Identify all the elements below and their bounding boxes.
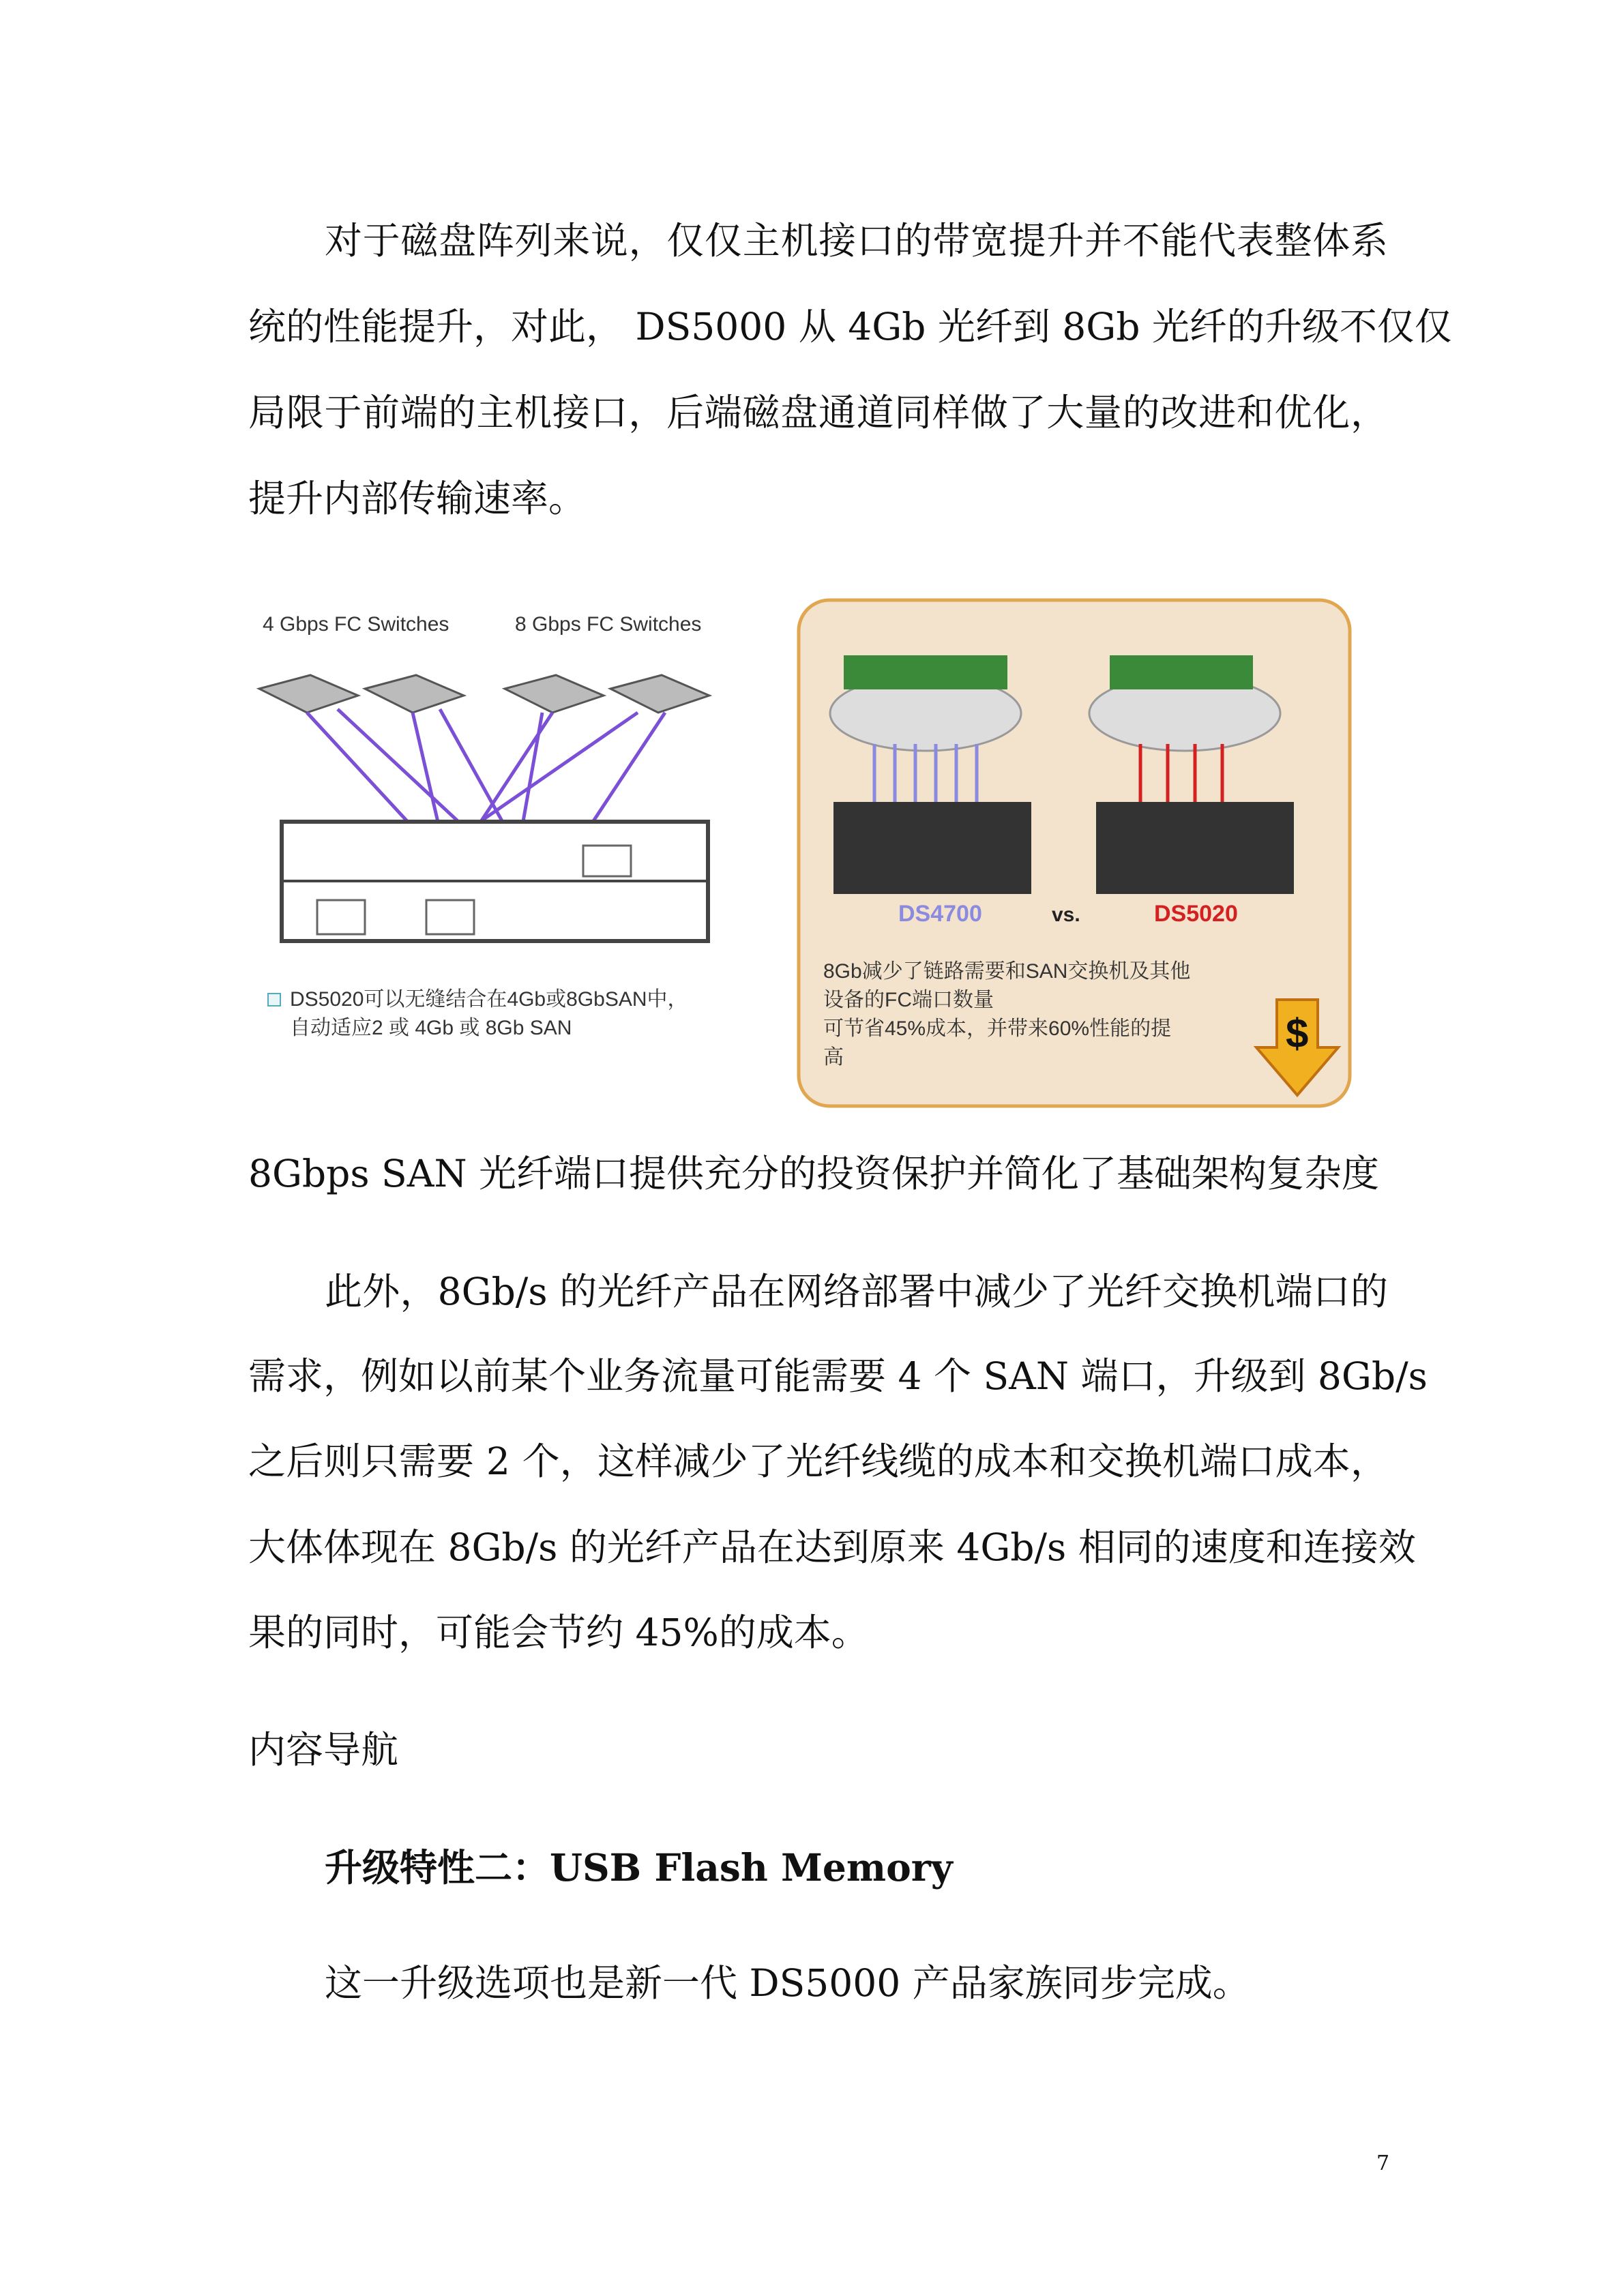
san-topology-diagram [256,600,764,1071]
figure-caption: 8Gbps SAN 光纤端口提供充分的投资保护并简化了基础架构复杂度 [248,1152,1380,1195]
switch-8g-1 [505,675,604,713]
ds5020-storage [1096,802,1294,894]
svg-text:$: $ [1286,1011,1309,1056]
paragraph-3: 这一升级选项也是新一代 DS5000 产品家族同步完成。 [325,1961,1250,2005]
model-ds4700: DS4700 [898,901,982,927]
figure-note: 自动适应2 或 4Gb 或 8Gb SAN [290,1017,572,1039]
label-8g-switches: 8 Gbps FC Switches [515,613,702,636]
label-4g-switches: 4 Gbps FC Switches [263,613,449,636]
model-ds5020: DS5020 [1154,901,1238,927]
paragraph-1-line: 提升内部传输速率。 [248,477,587,520]
paragraph-1-line: 统的性能提升，对此， DS5000 从 4Gb 光纤到 8Gb 光纤的升级不仅仅 [248,305,1452,348]
comparison-text: 8Gb减少了链路需要和SAN交换机及其他 [823,960,1191,983]
page-number: 7 [1376,2151,1390,2175]
comparison-text: 高 [823,1046,844,1069]
comparison-text: 可节省45%成本，并带来60%性能的提 [823,1017,1172,1040]
paragraph-2-line: 之后则只需要 2 个，这样减少了光纤线缆的成本和交换机端口成本， [248,1440,1388,1483]
ds4700-vs-ds5020-figure [796,597,1353,1109]
vs-label: vs. [1052,904,1080,926]
san-topology-figure [256,600,764,1071]
paragraph-2-line: 需求，例如以前某个业务流量可能需要 4 个 SAN 端口，升级到 8Gb/s [248,1354,1428,1398]
paragraph-2-line: 大体体现在 8Gb/s 的光纤产品在达到原来 4Gb/s 相同的速度和连接效 [248,1525,1416,1569]
comparison-text: 设备的FC端口数量 [823,989,994,1011]
switch-4g-1 [259,675,358,713]
figure-note: DS5020可以无缝结合在4Gb或8GbSAN中， [290,988,688,1011]
switch-4g-2 [365,675,464,713]
content-navigation-label: 内容导航 [248,1728,399,1772]
section-heading: 升级特性二：USB Flash Memory [325,1845,953,1890]
switch-8g-2 [610,675,709,713]
paragraph-2-line: 果的同时，可能会节约 45%的成本。 [248,1611,869,1654]
paragraph-2-line: 此外，8Gb/s 的光纤产品在网络部署中减少了光纤交换机端口的 [325,1270,1388,1313]
paragraph-1-line: 对于磁盘阵列来说，仅仅主机接口的带宽提升并不能代表整体系 [325,219,1388,263]
bullet-icon [268,994,280,1006]
paragraph-1-line: 局限于前端的主机接口，后端磁盘通道同样做了大量的改进和优化， [248,391,1388,434]
ds4700-storage [833,802,1031,894]
